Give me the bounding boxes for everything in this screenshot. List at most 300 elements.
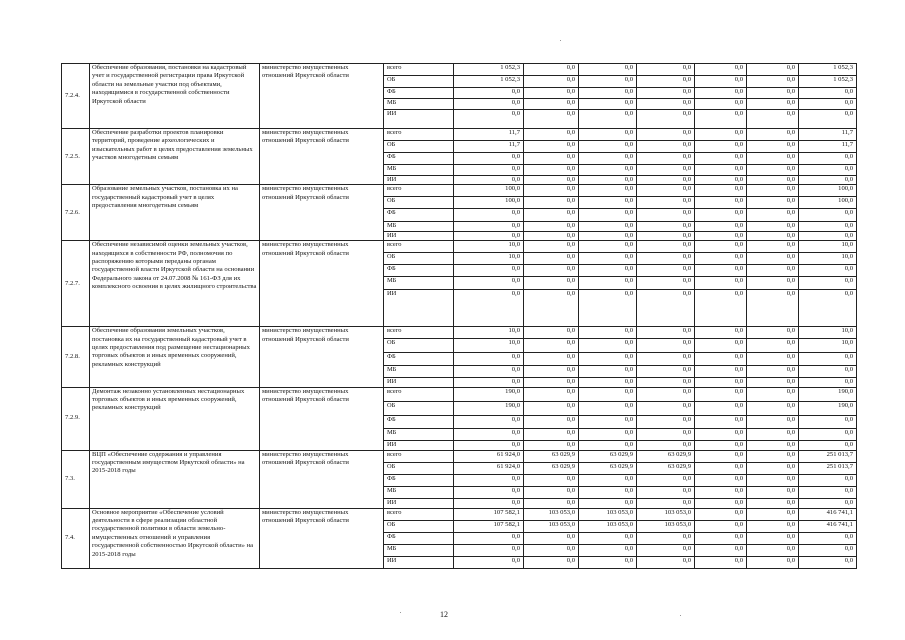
amount-cell: 0,0 bbox=[579, 474, 637, 486]
amount-cell: 0,0 bbox=[454, 353, 524, 366]
amount-cell: 0,0 bbox=[454, 532, 524, 544]
amount-cell: 0,0 bbox=[454, 209, 524, 222]
amount-cell: 0,0 bbox=[637, 64, 695, 76]
amount-cell: 0,0 bbox=[695, 185, 747, 197]
amount-cell: 0,0 bbox=[747, 222, 799, 231]
funding-source: ОБ bbox=[384, 520, 454, 532]
amount-cell: 0,0 bbox=[695, 532, 747, 544]
amount-cell: 0,0 bbox=[747, 486, 799, 498]
item-number: 7.2.8. bbox=[62, 327, 90, 387]
funding-source: ИИ bbox=[384, 290, 454, 327]
amount-cell: 416 741,1 bbox=[799, 520, 857, 532]
amount-cell: 0,0 bbox=[524, 366, 579, 378]
amount-cell: 0,0 bbox=[637, 277, 695, 290]
funding-source: МБ bbox=[384, 165, 454, 176]
funding-source: ФБ bbox=[384, 209, 454, 222]
amount-cell: 0,0 bbox=[799, 353, 857, 366]
amount-cell: 0,0 bbox=[579, 241, 637, 253]
amount-cell: 0,0 bbox=[637, 440, 695, 450]
table-row bbox=[62, 185, 857, 197]
amount-cell: 0,0 bbox=[747, 532, 799, 544]
funding-source: ИИ bbox=[384, 556, 454, 568]
item-number: 7.2.9. bbox=[62, 387, 90, 450]
amount-cell: 0,0 bbox=[695, 378, 747, 387]
amount-cell: 0,0 bbox=[454, 428, 524, 440]
amount-cell: 10,0 bbox=[454, 339, 524, 353]
amount-cell: 0,0 bbox=[695, 265, 747, 277]
funding-source: всего bbox=[384, 327, 454, 339]
amount-cell: 0,0 bbox=[579, 378, 637, 387]
amount-cell: 0,0 bbox=[454, 99, 524, 110]
amount-cell: 0,0 bbox=[454, 231, 524, 240]
amount-cell: 0,0 bbox=[747, 415, 799, 428]
amount-cell: 0,0 bbox=[454, 222, 524, 231]
amount-cell: 0,0 bbox=[695, 76, 747, 88]
amount-cell: 0,0 bbox=[747, 209, 799, 222]
amount-cell: 0,0 bbox=[579, 176, 637, 185]
amount-cell: 0,0 bbox=[637, 209, 695, 222]
amount-cell: 0,0 bbox=[524, 197, 579, 209]
item-executor: министерство имущественных отношений Иркутской области bbox=[260, 387, 384, 450]
amount-cell: 0,0 bbox=[695, 428, 747, 440]
amount-cell: 0,0 bbox=[747, 327, 799, 339]
amount-cell: 0,0 bbox=[799, 222, 857, 231]
funding-source: ФБ bbox=[384, 265, 454, 277]
amount-cell: 0,0 bbox=[454, 366, 524, 378]
amount-cell: 0,0 bbox=[524, 353, 579, 366]
amount-cell: 0,0 bbox=[695, 165, 747, 176]
table-row bbox=[62, 327, 857, 339]
amount-cell: 61 924,0 bbox=[454, 450, 524, 462]
amount-cell: 0,0 bbox=[637, 165, 695, 176]
amount-cell: 0,0 bbox=[747, 176, 799, 185]
amount-cell: 0,0 bbox=[637, 486, 695, 498]
amount-cell: 103 053,0 bbox=[637, 520, 695, 532]
amount-cell: 0,0 bbox=[799, 290, 857, 327]
amount-cell: 0,0 bbox=[695, 290, 747, 327]
amount-cell: 0,0 bbox=[695, 176, 747, 185]
funding-source: ФБ bbox=[384, 153, 454, 165]
funding-source: ФБ bbox=[384, 353, 454, 366]
amount-cell: 0,0 bbox=[637, 378, 695, 387]
funding-source: ОБ bbox=[384, 253, 454, 265]
amount-cell: 0,0 bbox=[637, 366, 695, 378]
amount-cell: 0,0 bbox=[695, 474, 747, 486]
amount-cell: 0,0 bbox=[637, 532, 695, 544]
funding-source: ИИ bbox=[384, 498, 454, 508]
scan-speck bbox=[560, 40, 561, 41]
amount-cell: 0,0 bbox=[747, 253, 799, 265]
amount-cell: 0,0 bbox=[799, 556, 857, 568]
amount-cell: 0,0 bbox=[579, 498, 637, 508]
amount-cell: 0,0 bbox=[579, 209, 637, 222]
funding-source: ИИ bbox=[384, 110, 454, 129]
table-row bbox=[62, 64, 857, 76]
amount-cell: 0,0 bbox=[524, 378, 579, 387]
item-number: 7.2.7. bbox=[62, 241, 90, 327]
amount-cell: 0,0 bbox=[524, 241, 579, 253]
amount-cell: 0,0 bbox=[747, 474, 799, 486]
amount-cell: 0,0 bbox=[799, 544, 857, 556]
amount-cell: 0,0 bbox=[579, 486, 637, 498]
item-name: Обеспечение разработки проектов планировки территорий, проведение археологических и изыскательных работ в целях предоставления земельных участков многодетным семьям bbox=[90, 129, 260, 185]
amount-cell: 0,0 bbox=[454, 440, 524, 450]
amount-cell: 100,0 bbox=[454, 197, 524, 209]
amount-cell: 0,0 bbox=[637, 222, 695, 231]
budget-table bbox=[61, 63, 857, 569]
amount-cell: 100,0 bbox=[799, 197, 857, 209]
amount-cell: 0,0 bbox=[524, 290, 579, 327]
amount-cell: 0,0 bbox=[799, 165, 857, 176]
amount-cell: 0,0 bbox=[747, 520, 799, 532]
amount-cell: 0,0 bbox=[747, 353, 799, 366]
amount-cell: 0,0 bbox=[579, 428, 637, 440]
amount-cell: 0,0 bbox=[579, 532, 637, 544]
amount-cell: 0,0 bbox=[695, 197, 747, 209]
amount-cell: 0,0 bbox=[524, 277, 579, 290]
item-executor: министерство имущественных отношений Иркутской области bbox=[260, 129, 384, 185]
amount-cell: 0,0 bbox=[695, 508, 747, 520]
amount-cell: 0,0 bbox=[695, 440, 747, 450]
amount-cell: 0,0 bbox=[637, 265, 695, 277]
amount-cell: 0,0 bbox=[524, 141, 579, 153]
item-executor: министерство имущественных отношений Иркутской области bbox=[260, 450, 384, 508]
amount-cell: 0,0 bbox=[524, 176, 579, 185]
amount-cell: 0,0 bbox=[637, 401, 695, 415]
amount-cell: 63 029,9 bbox=[579, 462, 637, 474]
amount-cell: 0,0 bbox=[799, 366, 857, 378]
amount-cell: 0,0 bbox=[695, 520, 747, 532]
amount-cell: 0,0 bbox=[579, 141, 637, 153]
amount-cell: 0,0 bbox=[695, 141, 747, 153]
amount-cell: 0,0 bbox=[637, 387, 695, 401]
amount-cell: 0,0 bbox=[747, 265, 799, 277]
amount-cell: 0,0 bbox=[637, 498, 695, 508]
amount-cell: 0,0 bbox=[524, 253, 579, 265]
amount-cell: 0,0 bbox=[747, 141, 799, 153]
amount-cell: 251 013,7 bbox=[799, 450, 857, 462]
amount-cell: 0,0 bbox=[524, 165, 579, 176]
item-number: 7.2.6. bbox=[62, 185, 90, 241]
amount-cell: 0,0 bbox=[637, 99, 695, 110]
amount-cell: 10,0 bbox=[454, 241, 524, 253]
funding-source: МБ bbox=[384, 486, 454, 498]
amount-cell: 0,0 bbox=[747, 241, 799, 253]
amount-cell: 0,0 bbox=[454, 153, 524, 165]
amount-cell: 0,0 bbox=[524, 474, 579, 486]
amount-cell: 0,0 bbox=[524, 153, 579, 165]
amount-cell: 0,0 bbox=[695, 353, 747, 366]
amount-cell: 0,0 bbox=[695, 486, 747, 498]
amount-cell: 0,0 bbox=[747, 462, 799, 474]
amount-cell: 0,0 bbox=[524, 209, 579, 222]
amount-cell: 0,0 bbox=[747, 129, 799, 141]
amount-cell: 0,0 bbox=[637, 327, 695, 339]
amount-cell: 0,0 bbox=[454, 110, 524, 129]
amount-cell: 0,0 bbox=[799, 428, 857, 440]
amount-cell: 0,0 bbox=[524, 99, 579, 110]
amount-cell: 0,0 bbox=[695, 387, 747, 401]
amount-cell: 0,0 bbox=[454, 544, 524, 556]
amount-cell: 251 013,7 bbox=[799, 462, 857, 474]
amount-cell: 0,0 bbox=[524, 556, 579, 568]
amount-cell: 0,0 bbox=[799, 498, 857, 508]
amount-cell: 0,0 bbox=[695, 231, 747, 240]
amount-cell: 11,7 bbox=[799, 129, 857, 141]
amount-cell: 0,0 bbox=[454, 290, 524, 327]
funding-source: ФБ bbox=[384, 474, 454, 486]
funding-source: всего bbox=[384, 185, 454, 197]
amount-cell: 0,0 bbox=[637, 185, 695, 197]
funding-source: ФБ bbox=[384, 88, 454, 99]
funding-source: ИИ bbox=[384, 440, 454, 450]
amount-cell: 0,0 bbox=[524, 129, 579, 141]
funding-source: МБ bbox=[384, 222, 454, 231]
amount-cell: 0,0 bbox=[747, 428, 799, 440]
amount-cell: 0,0 bbox=[799, 486, 857, 498]
amount-cell: 0,0 bbox=[747, 508, 799, 520]
amount-cell: 0,0 bbox=[579, 277, 637, 290]
amount-cell: 0,0 bbox=[454, 415, 524, 428]
amount-cell: 0,0 bbox=[579, 387, 637, 401]
funding-source: МБ bbox=[384, 277, 454, 290]
amount-cell: 0,0 bbox=[579, 153, 637, 165]
amount-cell: 0,0 bbox=[637, 544, 695, 556]
amount-cell: 10,0 bbox=[799, 339, 857, 353]
amount-cell: 0,0 bbox=[799, 88, 857, 99]
amount-cell: 0,0 bbox=[637, 231, 695, 240]
amount-cell: 0,0 bbox=[579, 222, 637, 231]
amount-cell: 0,0 bbox=[454, 378, 524, 387]
item-number: 7.4. bbox=[62, 508, 90, 568]
amount-cell: 0,0 bbox=[579, 544, 637, 556]
item-name: Обеспечение образования, постановки на кадастровый учет и государственной регистрации права Иркутской области на земельные участки под объектами, находящимися в государственной собственности Иркутской области bbox=[90, 64, 260, 129]
amount-cell: 0,0 bbox=[579, 88, 637, 99]
amount-cell: 103 053,0 bbox=[579, 508, 637, 520]
amount-cell: 0,0 bbox=[799, 415, 857, 428]
amount-cell: 0,0 bbox=[799, 231, 857, 240]
amount-cell: 0,0 bbox=[747, 366, 799, 378]
page-number: 12 bbox=[440, 610, 448, 619]
amount-cell: 0,0 bbox=[695, 277, 747, 290]
funding-source: всего bbox=[384, 508, 454, 520]
amount-cell: 0,0 bbox=[637, 290, 695, 327]
amount-cell: 11,7 bbox=[454, 129, 524, 141]
amount-cell: 0,0 bbox=[637, 241, 695, 253]
amount-cell: 0,0 bbox=[454, 265, 524, 277]
item-executor: министерство имущественных отношений Иркутской области bbox=[260, 64, 384, 129]
amount-cell: 1 052,3 bbox=[454, 76, 524, 88]
amount-cell: 0,0 bbox=[637, 339, 695, 353]
amount-cell: 0,0 bbox=[747, 64, 799, 76]
amount-cell: 63 029,9 bbox=[637, 462, 695, 474]
item-executor: министерство имущественных отношений Иркутской области bbox=[260, 508, 384, 568]
item-executor: министерство имущественных отношений Иркутской области bbox=[260, 327, 384, 387]
amount-cell: 0,0 bbox=[524, 544, 579, 556]
amount-cell: 0,0 bbox=[747, 197, 799, 209]
amount-cell: 190,0 bbox=[454, 401, 524, 415]
amount-cell: 11,7 bbox=[799, 141, 857, 153]
amount-cell: 0,0 bbox=[637, 153, 695, 165]
amount-cell: 0,0 bbox=[524, 415, 579, 428]
amount-cell: 0,0 bbox=[637, 110, 695, 129]
funding-source: МБ bbox=[384, 428, 454, 440]
amount-cell: 0,0 bbox=[747, 387, 799, 401]
amount-cell: 63 029,9 bbox=[579, 450, 637, 462]
amount-cell: 0,0 bbox=[454, 277, 524, 290]
amount-cell: 107 582,1 bbox=[454, 508, 524, 520]
amount-cell: 0,0 bbox=[579, 366, 637, 378]
item-name: Обеспечение образования земельных участков, постановка их на государственный кадастровый учет в целях предоставления под размещение нестационарных торговых объектов и иных временных сооружений, рекламных конструкций bbox=[90, 327, 260, 387]
amount-cell: 0,0 bbox=[524, 76, 579, 88]
amount-cell: 0,0 bbox=[454, 176, 524, 185]
document-sheet bbox=[61, 63, 853, 569]
table-row bbox=[62, 241, 857, 253]
amount-cell: 0,0 bbox=[747, 231, 799, 240]
amount-cell: 0,0 bbox=[454, 88, 524, 99]
amount-cell: 0,0 bbox=[747, 440, 799, 450]
funding-source: всего bbox=[384, 64, 454, 76]
amount-cell: 0,0 bbox=[799, 265, 857, 277]
table-row bbox=[62, 450, 857, 462]
amount-cell: 0,0 bbox=[637, 76, 695, 88]
amount-cell: 0,0 bbox=[695, 498, 747, 508]
amount-cell: 0,0 bbox=[579, 290, 637, 327]
funding-source: ИИ bbox=[384, 231, 454, 240]
amount-cell: 0,0 bbox=[454, 556, 524, 568]
item-number: 7.3. bbox=[62, 450, 90, 508]
amount-cell: 0,0 bbox=[695, 401, 747, 415]
amount-cell: 103 053,0 bbox=[524, 520, 579, 532]
amount-cell: 0,0 bbox=[747, 110, 799, 129]
amount-cell: 0,0 bbox=[695, 556, 747, 568]
amount-cell: 0,0 bbox=[747, 544, 799, 556]
amount-cell: 0,0 bbox=[579, 415, 637, 428]
amount-cell: 0,0 bbox=[695, 209, 747, 222]
funding-source: ИИ bbox=[384, 378, 454, 387]
amount-cell: 0,0 bbox=[695, 366, 747, 378]
amount-cell: 0,0 bbox=[799, 99, 857, 110]
amount-cell: 0,0 bbox=[747, 401, 799, 415]
amount-cell: 0,0 bbox=[524, 222, 579, 231]
amount-cell: 0,0 bbox=[747, 277, 799, 290]
item-name: Основное мероприятие «Обеспечение условий деятельности в сфере реализации областной государственной политики в области земельно-имущественных отношений и управления государственной собственностью Иркутской области» на 2015-2018 годы bbox=[90, 508, 260, 568]
amount-cell: 0,0 bbox=[637, 353, 695, 366]
amount-cell: 103 053,0 bbox=[579, 520, 637, 532]
amount-cell: 0,0 bbox=[637, 253, 695, 265]
funding-source: МБ bbox=[384, 366, 454, 378]
amount-cell: 0,0 bbox=[747, 498, 799, 508]
amount-cell: 0,0 bbox=[747, 153, 799, 165]
amount-cell: 0,0 bbox=[637, 88, 695, 99]
amount-cell: 61 924,0 bbox=[454, 462, 524, 474]
amount-cell: 103 053,0 bbox=[524, 508, 579, 520]
amount-cell: 0,0 bbox=[747, 99, 799, 110]
amount-cell: 0,0 bbox=[524, 401, 579, 415]
amount-cell: 0,0 bbox=[454, 498, 524, 508]
funding-source: ФБ bbox=[384, 532, 454, 544]
amount-cell: 100,0 bbox=[799, 185, 857, 197]
item-name: Образование земельных участков, постановка их на государственный кадастровый учет в целях предоставления многодетным семьям bbox=[90, 185, 260, 241]
amount-cell: 10,0 bbox=[454, 253, 524, 265]
amount-cell: 0,0 bbox=[579, 64, 637, 76]
amount-cell: 0,0 bbox=[579, 99, 637, 110]
funding-source: всего bbox=[384, 129, 454, 141]
amount-cell: 190,0 bbox=[454, 387, 524, 401]
amount-cell: 0,0 bbox=[579, 185, 637, 197]
amount-cell: 0,0 bbox=[799, 532, 857, 544]
amount-cell: 0,0 bbox=[695, 450, 747, 462]
amount-cell: 0,0 bbox=[579, 556, 637, 568]
amount-cell: 0,0 bbox=[579, 110, 637, 129]
amount-cell: 0,0 bbox=[695, 64, 747, 76]
amount-cell: 0,0 bbox=[524, 231, 579, 240]
amount-cell: 100,0 bbox=[454, 185, 524, 197]
amount-cell: 0,0 bbox=[524, 64, 579, 76]
amount-cell: 0,0 bbox=[799, 378, 857, 387]
amount-cell: 0,0 bbox=[579, 401, 637, 415]
amount-cell: 0,0 bbox=[524, 327, 579, 339]
amount-cell: 0,0 bbox=[637, 176, 695, 185]
amount-cell: 0,0 bbox=[747, 339, 799, 353]
amount-cell: 0,0 bbox=[695, 327, 747, 339]
amount-cell: 0,0 bbox=[637, 197, 695, 209]
amount-cell: 0,0 bbox=[799, 153, 857, 165]
amount-cell: 0,0 bbox=[747, 556, 799, 568]
item-name: ВЦП «Обеспечение содержания и управления государственным имуществом Иркутской области» на 2015-2018 годы bbox=[90, 450, 260, 508]
item-number: 7.2.4. bbox=[62, 64, 90, 129]
amount-cell: 0,0 bbox=[799, 209, 857, 222]
amount-cell: 0,0 bbox=[524, 440, 579, 450]
amount-cell: 0,0 bbox=[579, 129, 637, 141]
table-body bbox=[62, 64, 857, 569]
amount-cell: 103 053,0 bbox=[637, 508, 695, 520]
amount-cell: 0,0 bbox=[695, 253, 747, 265]
amount-cell: 0,0 bbox=[637, 428, 695, 440]
amount-cell: 0,0 bbox=[579, 327, 637, 339]
amount-cell: 0,0 bbox=[524, 185, 579, 197]
funding-source: всего bbox=[384, 241, 454, 253]
amount-cell: 0,0 bbox=[799, 110, 857, 129]
amount-cell: 0,0 bbox=[695, 339, 747, 353]
amount-cell: 0,0 bbox=[695, 222, 747, 231]
funding-source: ОБ bbox=[384, 401, 454, 415]
amount-cell: 0,0 bbox=[454, 165, 524, 176]
amount-cell: 0,0 bbox=[579, 440, 637, 450]
amount-cell: 0,0 bbox=[524, 110, 579, 129]
amount-cell: 0,0 bbox=[695, 110, 747, 129]
amount-cell: 0,0 bbox=[454, 474, 524, 486]
amount-cell: 0,0 bbox=[695, 241, 747, 253]
amount-cell: 0,0 bbox=[695, 462, 747, 474]
amount-cell: 0,0 bbox=[747, 378, 799, 387]
amount-cell: 0,0 bbox=[637, 556, 695, 568]
funding-source: ОБ bbox=[384, 197, 454, 209]
amount-cell: 10,0 bbox=[799, 327, 857, 339]
amount-cell: 0,0 bbox=[695, 544, 747, 556]
amount-cell: 0,0 bbox=[695, 415, 747, 428]
amount-cell: 0,0 bbox=[579, 197, 637, 209]
funding-source: ОБ bbox=[384, 76, 454, 88]
amount-cell: 63 029,9 bbox=[637, 450, 695, 462]
amount-cell: 0,0 bbox=[637, 415, 695, 428]
amount-cell: 0,0 bbox=[579, 339, 637, 353]
amount-cell: 0,0 bbox=[524, 428, 579, 440]
amount-cell: 0,0 bbox=[695, 88, 747, 99]
amount-cell: 0,0 bbox=[747, 88, 799, 99]
item-executor: министерство имущественных отношений Иркутской области bbox=[260, 185, 384, 241]
amount-cell: 1 052,3 bbox=[454, 64, 524, 76]
